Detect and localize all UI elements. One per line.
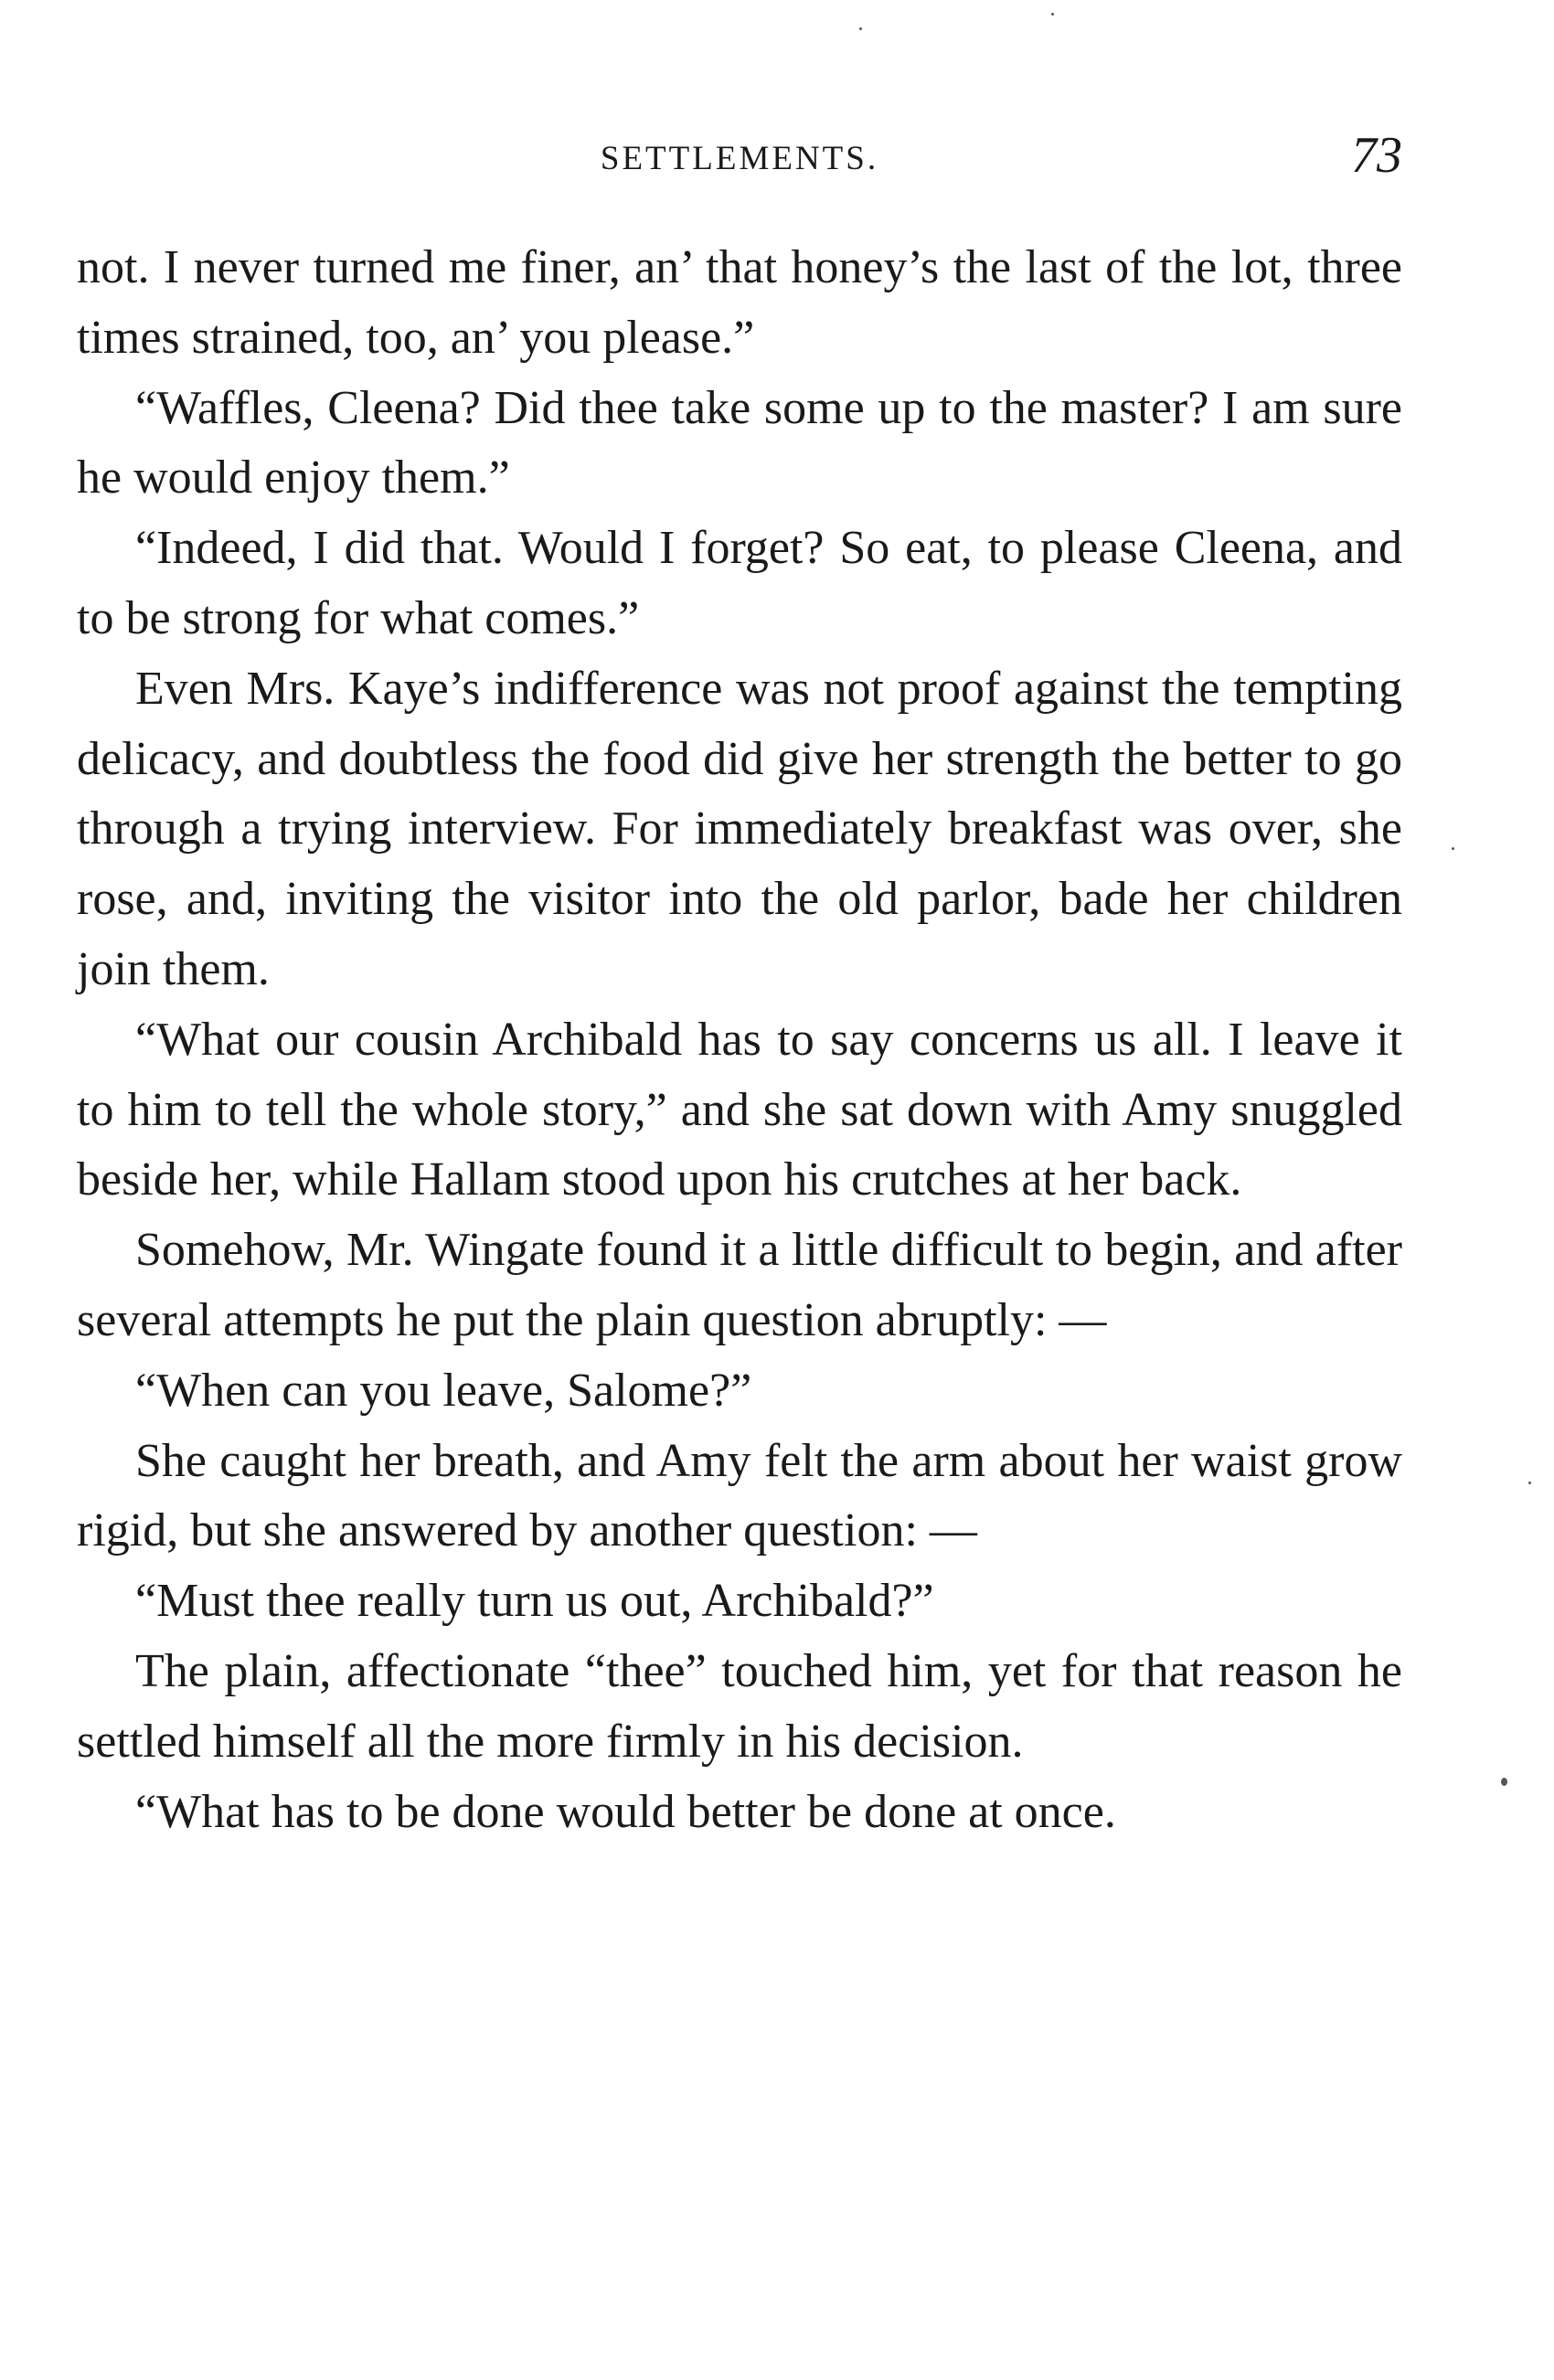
paragraph: “Waffles, Cleena? Did thee take some up to the master? I am sure he would enjoy them.”: [77, 381, 1402, 505]
scan-speck: [1501, 1778, 1507, 1786]
running-title: SETTLEMENTS.: [600, 140, 879, 177]
scan-speck: [1452, 847, 1454, 850]
body-text: [77, 233, 1402, 1847]
scan-speck: [1051, 13, 1054, 16]
paragraph: “What has to be done would better be done at once.: [135, 1785, 1116, 1838]
paragraph: “Indeed, I did that. Would I forget? So eat, to please Cleena, and to be strong for what comes.”: [77, 522, 1402, 644]
paragraph: “When can you leave, Salome?”: [135, 1364, 752, 1417]
paragraph: Even Mrs. Kaye’s indifference was not proof against the tempting delicacy, and doubtless the food did give her strength the better to go through a trying interview. For immediately breakfast was over, she rose, and, inviting the visitor into the old parlor, bade her children join them.: [77, 662, 1402, 995]
paragraph: not. I never turned me finer, an’ that honey’s the last of the lot, three times strained, too, an’ you please.”: [77, 241, 1402, 364]
running-head: [77, 126, 1402, 190]
paragraph: The plain, affectionate “thee” touched him, yet for that reason he settled himself all the more firmly in his decision.: [77, 1644, 1402, 1768]
paragraph: She caught her breath, and Amy felt the arm about her waist grow rigid, but she answered by another question: —: [77, 1434, 1402, 1557]
paragraph: “What our cousin Archibald has to say concerns us all. I leave it to him to tell the whole story,” and she sat down with Amy snuggled beside her, while Hallam stood upon his crutches at her back.: [77, 1013, 1402, 1206]
paragraph: “Must thee really turn us out, Archibald?”: [135, 1575, 934, 1628]
paragraph: Somehow, Mr. Wingate found it a little difficult to begin, and after several attempts he put the plain question abruptly: —: [77, 1224, 1402, 1346]
page-number: 73: [1351, 127, 1402, 184]
scan-speck: [1528, 1482, 1531, 1484]
scan-speck: [859, 27, 862, 30]
